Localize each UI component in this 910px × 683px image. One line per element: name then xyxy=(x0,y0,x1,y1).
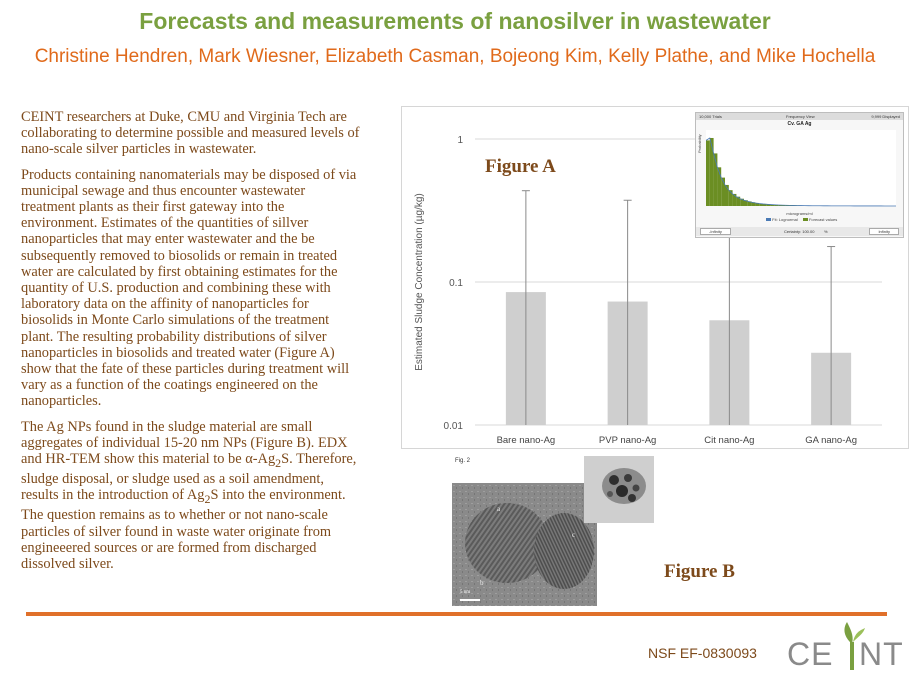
hrtem-texture xyxy=(452,483,597,606)
inset-footer-right: Infinity xyxy=(869,228,899,235)
inset-xlabel: micrograms/ml xyxy=(786,211,813,216)
legend-fit-swatch xyxy=(766,218,771,221)
hrtem-micrograph xyxy=(452,483,597,606)
tem-scale-bar xyxy=(460,599,480,601)
legend-fit-label: Fit: Lognormal xyxy=(772,217,798,222)
inset-footer-left: -Infinity xyxy=(700,228,731,235)
tem-overview-micrograph xyxy=(584,456,654,523)
fig2-label: Fig. 2 xyxy=(455,458,471,464)
legend-forecast-label: Forecast values xyxy=(808,217,838,222)
legend-forecast-swatch xyxy=(803,218,808,221)
logo-text-left: CE xyxy=(787,636,834,672)
body-text xyxy=(21,109,363,581)
inset-footer-mid: Certainty: 100.00 xyxy=(784,229,815,234)
paragraph-findings: The Ag NPs found in the sludge material are small aggregates of individual 15-20 nm NPs (Figure B). EDX and HR-TEM show this material to be $\alpha-Ag_2S$. Therefore, sludge disposal, or sludge used as a soil amendment, results in the introduction of $Ag_2S$ into the environment. The question remains as to whether or not nano-scale particles of silver found in waste water originate from engineeered sources or are formed from discharged dissolved silver. xyxy=(21,418,357,573)
inset-histogram xyxy=(706,130,896,210)
inset-header-mid: Frequency View xyxy=(786,114,815,119)
inset-histogram-bar xyxy=(710,138,714,206)
y-tick-label: 0.1 xyxy=(449,278,463,289)
logo-text-right: NT xyxy=(859,636,904,672)
x-tick-label: PVP nano-Ag xyxy=(598,435,657,446)
inset-histogram-bar xyxy=(706,140,710,206)
inset-legend xyxy=(766,217,837,222)
x-tick-label: Cit nano-Ag xyxy=(704,435,755,446)
inset-footer-pct: % xyxy=(824,229,828,234)
nsf-grant-number: NSF EF-0830093 xyxy=(648,645,757,661)
figure-b-label: Figure B xyxy=(664,561,735,582)
x-tick-label: Bare nano-Ag xyxy=(496,435,556,446)
authors: Christine Hendren, Mark Wiesner, Elizabeth Casman, Bojeong Kim, Kelly Plathe, and Mike Hochella xyxy=(34,46,876,67)
monte-carlo-inset xyxy=(695,112,904,238)
tem-mark-a: a xyxy=(497,505,501,513)
paragraph-intro: CEINT researchers at Duke, CMU and Virginia Tech are collaborating to determine possible and measured levels of nano-scale silver particles in wastewater. xyxy=(21,109,360,158)
tem-mark-c: c xyxy=(572,531,576,539)
tem-overview-texture xyxy=(584,456,654,523)
tem-mark-b: b xyxy=(480,579,484,587)
inset-header-left: 10,000 Trials xyxy=(699,114,722,119)
inset-ylabel: Probability xyxy=(697,134,702,153)
figure-a-label: Figure A xyxy=(485,156,556,177)
tem-scale-label: 5 nm xyxy=(460,590,471,595)
page-title: Forecasts and measurements of nanosilver in wastewater xyxy=(139,8,771,34)
inset-header xyxy=(696,113,903,120)
y-tick-label: 1 xyxy=(457,135,463,146)
ceint-logo xyxy=(787,622,904,677)
inset-footer xyxy=(696,227,903,236)
inset-title: Cv. GA Ag xyxy=(787,121,812,127)
inset-header-right: 9,999 Displayed xyxy=(871,114,900,119)
footer-rule xyxy=(26,612,887,616)
y-tick-label: 0.01 xyxy=(443,421,463,432)
x-tick-label: GA nano-Ag xyxy=(805,435,858,446)
y-axis-label: Estimated Sludge Concentration (µg/kg) xyxy=(414,193,425,371)
paragraph-methods: Products containing nanomaterials may be disposed of via municipal sewage and thus encounter wastewater treatment plants as their first gateway into the environment. Estimates of the quantities of sillver nanoparticles that may enter wastewater and the be subsequently removed to biosolids or remain in treated water are calculated by first obtaining estimates for the quantity of U.S. production and combining these with laboratory data on the affinity of nanoparticles for biosolids in Monte Carlo simulations of the treatment plant. The resulting probability distributions of silver nanoparticles in biosolids and treated water (Figure A) show that the fate of these particles during treatment will vary as a function of the coatings engineered on the nanoparticles. xyxy=(21,166,357,410)
